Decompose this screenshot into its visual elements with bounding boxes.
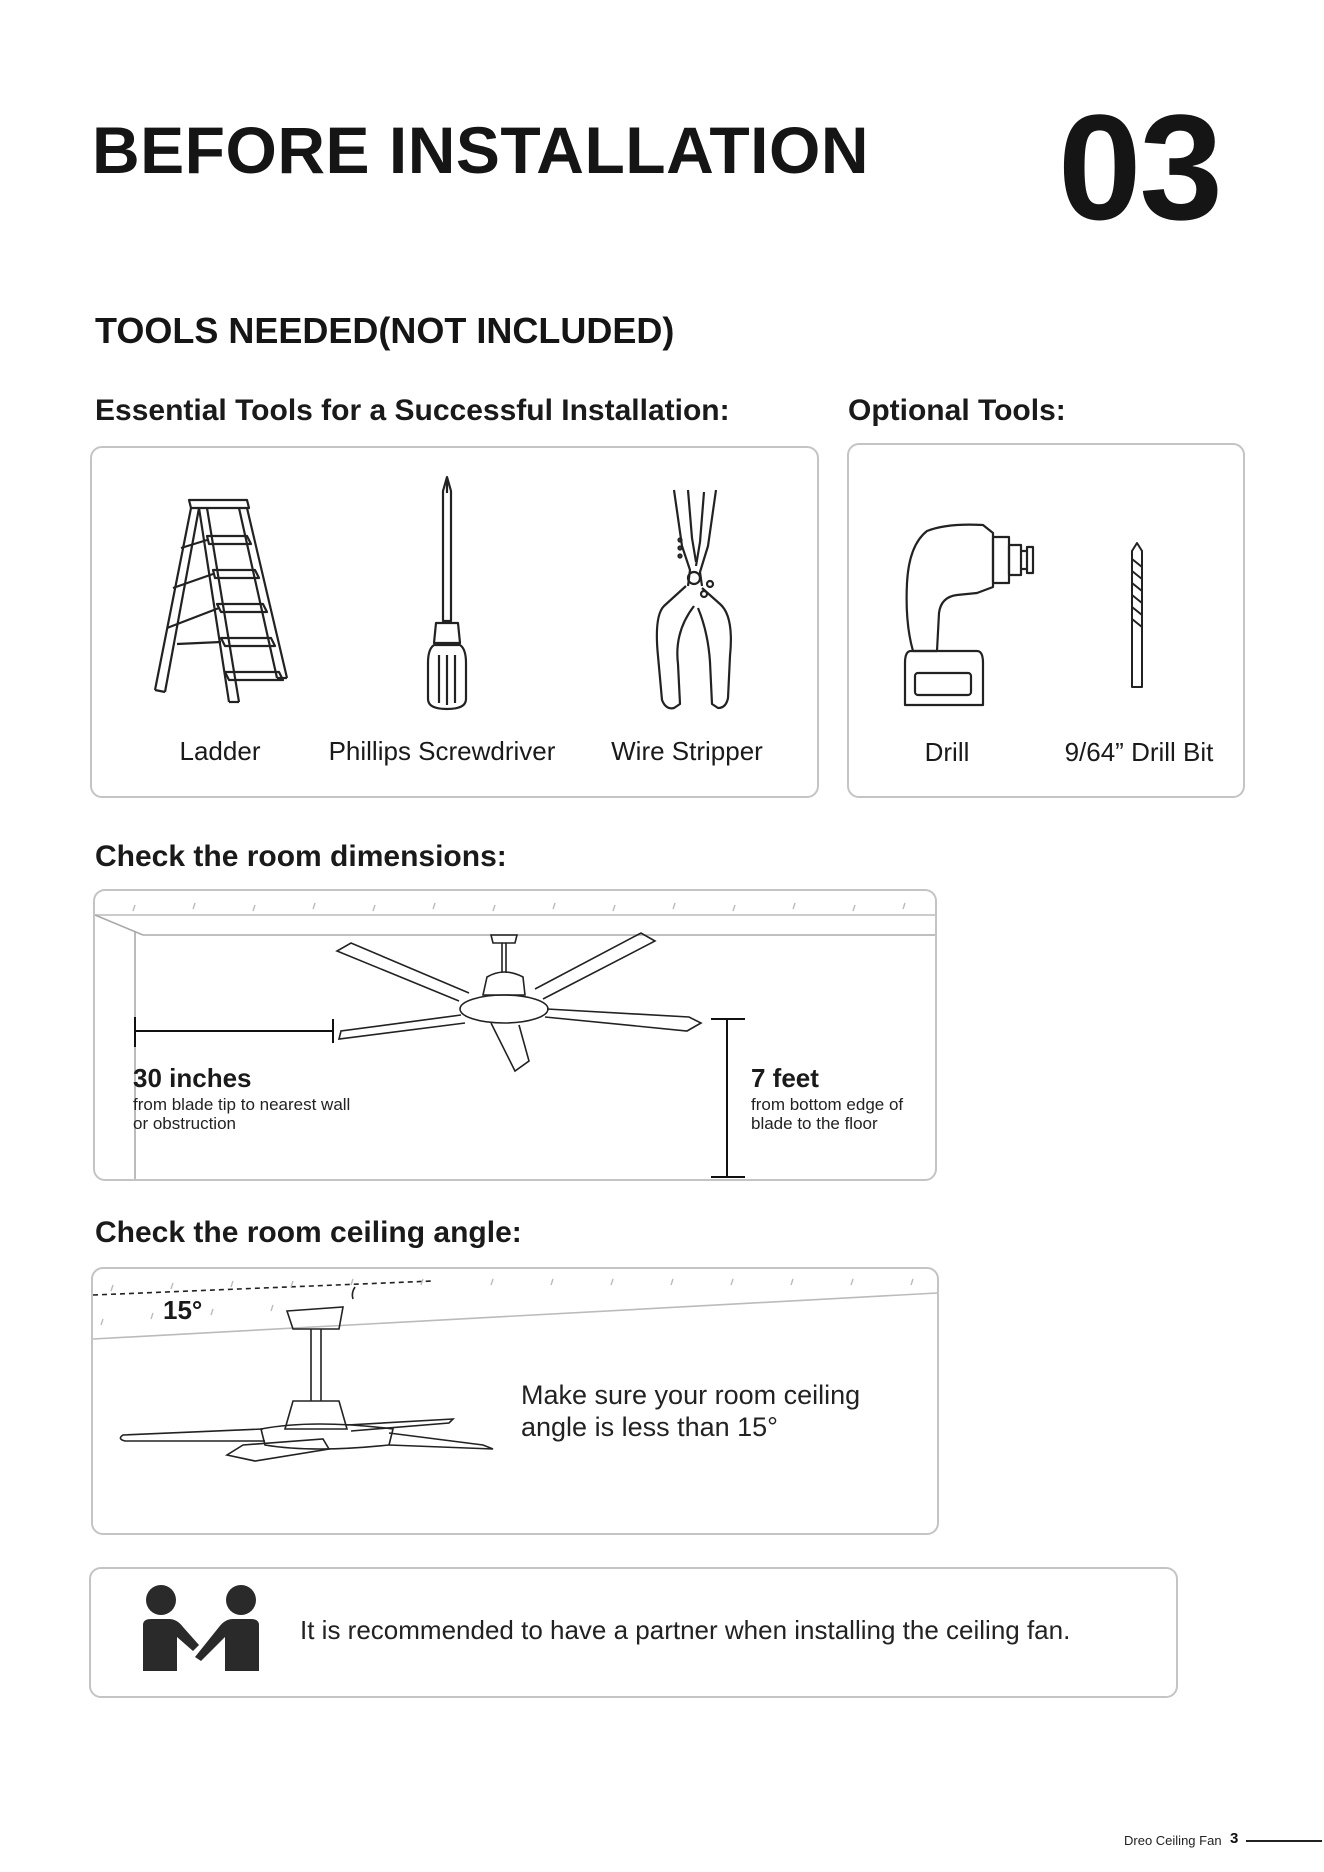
partner-tip-text: It is recommended to have a partner when installing the ceiling fan. <box>300 1615 1071 1645</box>
footer-rule <box>1246 1840 1322 1842</box>
page-title: BEFORE INSTALLATION <box>92 113 870 187</box>
drill-icon <box>897 523 1037 713</box>
wire-stripper-icon <box>644 486 744 714</box>
screwdriver-icon <box>422 473 472 713</box>
angle-label: 15° <box>163 1295 203 1325</box>
tools-heading: TOOLS NEEDED(NOT INCLUDED) <box>95 310 675 351</box>
tool-label-ladder: Ladder <box>179 736 261 766</box>
drill-bit-icon <box>1127 541 1147 691</box>
wall-clearance-value: 30 inches <box>133 1063 252 1093</box>
dimensions-heading: Check the room dimensions: <box>95 840 507 873</box>
room-dimensions-diagram <box>95 891 935 1179</box>
essential-tools-heading: Essential Tools for a Successful Installation: <box>95 394 730 427</box>
page-number: 03 <box>1058 83 1221 251</box>
ceiling-angle-box <box>91 1267 939 1535</box>
footer-product: Dreo Ceiling Fan <box>1124 1833 1222 1848</box>
partner-tip-box <box>89 1567 1178 1698</box>
tool-label-drill: Drill <box>924 737 970 767</box>
tool-label-drill-bit: 9/64” Drill Bit <box>1064 737 1214 767</box>
ladder-icon <box>147 488 297 710</box>
footer-page-number: 3 <box>1230 1830 1239 1847</box>
tool-label-wire-stripper: Wire Stripper <box>611 736 763 766</box>
ceiling-angle-note: Make sure your room ceiling angle is less than 15° <box>521 1380 861 1442</box>
room-dimensions-box <box>93 889 937 1181</box>
essential-tools-box <box>90 446 819 798</box>
tool-label-screwdriver: Phillips Screwdriver <box>328 736 556 766</box>
optional-tools-heading: Optional Tools: <box>848 394 1066 427</box>
two-people-handshake-icon <box>143 1585 259 1673</box>
floor-clearance-description: from bottom edge of blade to the floor <box>751 1095 904 1133</box>
wall-clearance-description: from blade tip to nearest wall or obstruction <box>133 1095 351 1133</box>
optional-tools-box <box>847 443 1245 798</box>
angle-heading: Check the room ceiling angle: <box>95 1216 522 1249</box>
floor-clearance-value: 7 feet <box>751 1063 819 1093</box>
